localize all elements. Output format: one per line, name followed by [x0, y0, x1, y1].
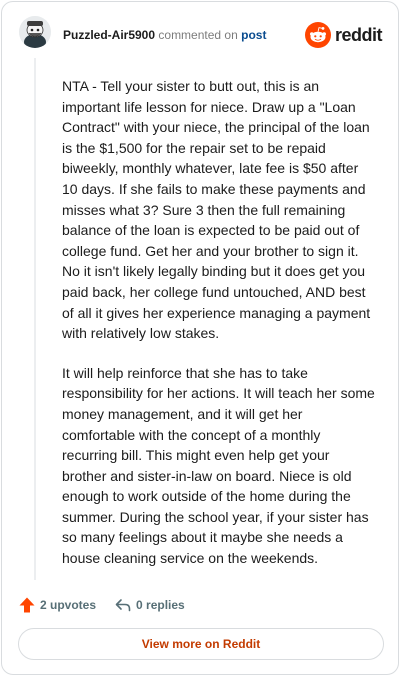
comment-meta	[63, 27, 266, 43]
user-avatar[interactable]	[19, 16, 51, 48]
upvote-button[interactable]	[18, 596, 96, 614]
post-link[interactable]: post	[241, 28, 267, 42]
comment-paragraph: NTA - Tell your sister to butt out, this is an important life lesson for niece. Draw up a "Loan Contract" with your niece, the principal of the loan is the $1,500 for the repair set to be repaid biweekly, monthly whatever, late fee is $50 after 10 days. If she fails to make these payments and misses what 3? Sure 3 then the full remaining balance of the loan is expected to be paid out of college fund. Get her and your brother to sign it. No it isn't likely legally binding but it does get you paid back, her college fund untouched, AND best of all it gives her experience managing a payment with relatively low stakes.	[62, 78, 371, 342]
username-link[interactable]: Puzzled-Air5900	[63, 28, 156, 42]
reply-button[interactable]	[114, 596, 185, 614]
comment-body	[62, 76, 376, 588]
meta-action-text: commented on	[158, 28, 238, 42]
reddit-logo[interactable]	[305, 22, 382, 48]
upvote-arrow-icon	[18, 596, 36, 614]
comment-actions	[18, 594, 185, 616]
view-more-button[interactable]: View more on Reddit	[18, 628, 384, 660]
thread-line	[34, 58, 36, 580]
avatar-snoo-icon	[19, 16, 51, 48]
reddit-wordmark: reddit	[334, 24, 382, 45]
comment-paragraph: It will help reinforce that she has to take responsibility for her actions. It will teach her some money management, and it will get her comfortable with the concept of a monthly recurring bill. This might even help get your brother and sister-in-law on board. Niece is old enough to work outside of the home during the summer. During the school year, if your sister has so many feelings about it maybe she needs a house cleaning service on the weekends.	[62, 364, 375, 567]
reddit-snoo-icon	[305, 22, 331, 48]
comment-header	[2, 2, 398, 68]
upvote-count: 2 upvotes	[40, 598, 97, 612]
reply-arrow-icon	[114, 596, 132, 614]
reply-count: 0 replies	[136, 598, 185, 612]
comment-embed-card	[1, 1, 399, 675]
